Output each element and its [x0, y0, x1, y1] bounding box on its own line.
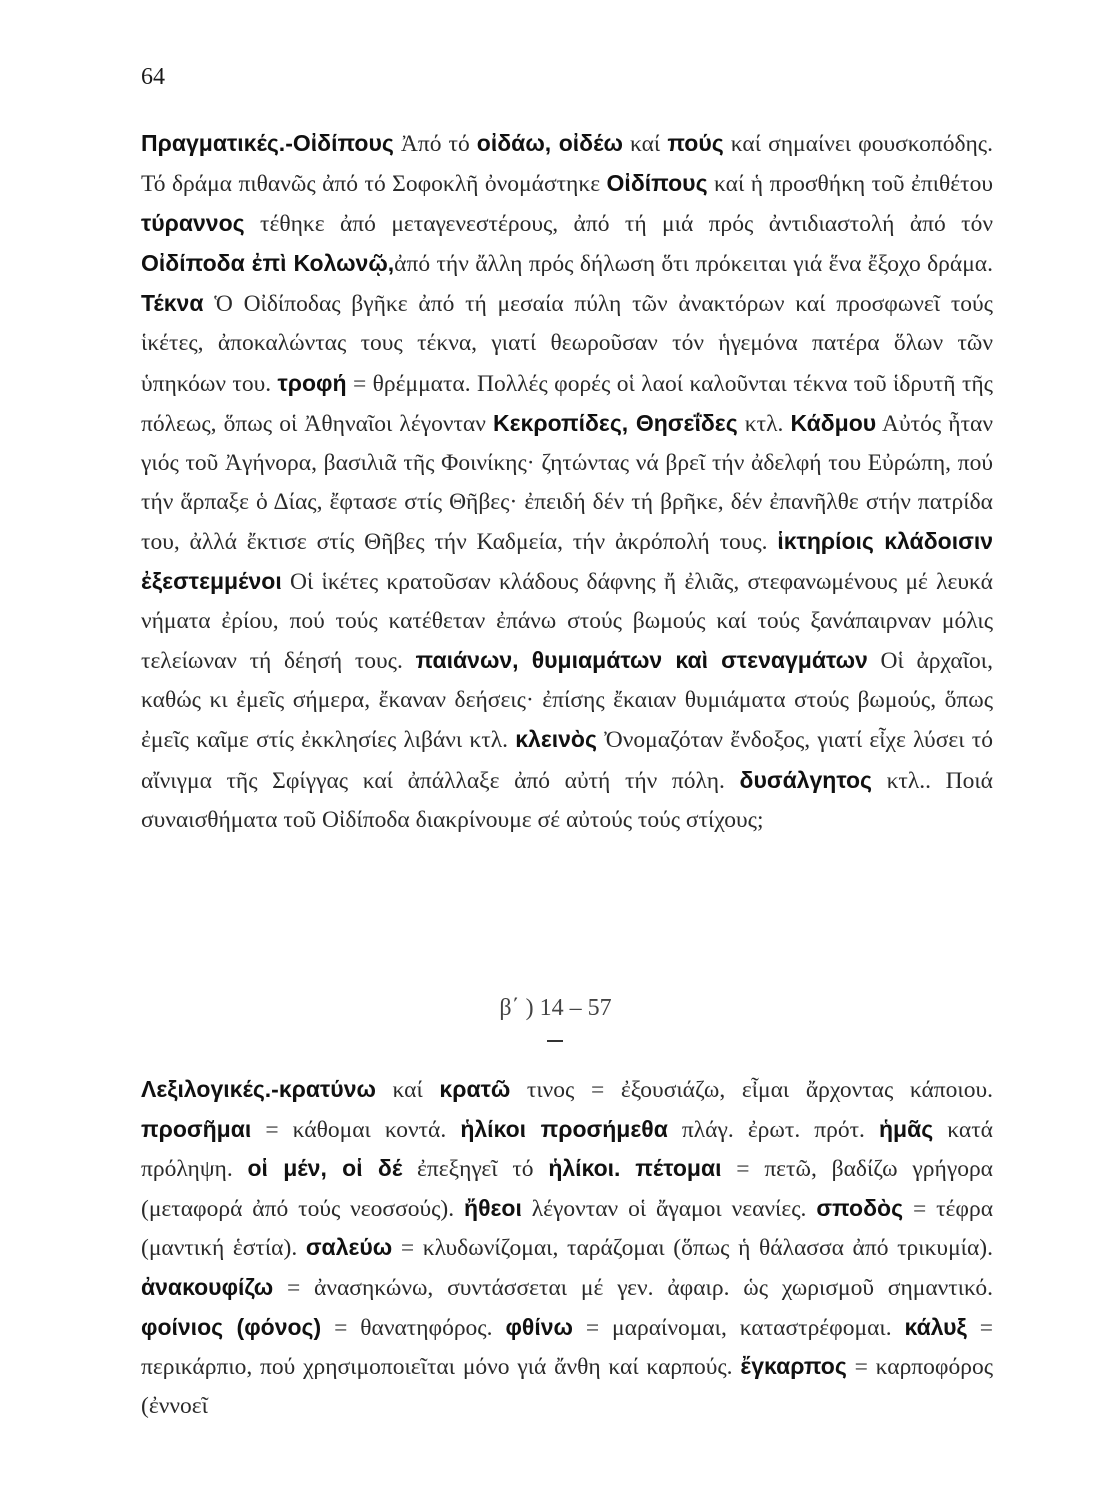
gloss-text: Ἀπό τό — [393, 131, 477, 157]
gloss-text: κτλ.. Ποιά συναισθήματα τοῦ Οἰδίποδα διακρίνουμε σέ αὐτούς τούς στίχους; — [141, 767, 993, 833]
lemma-term: Κάδμου — [790, 409, 877, 436]
gloss-text: = περικάρπιο, πού χρησιμοποιεῖται μόνο γιά ἄνθη καί καρπούς. — [141, 1314, 993, 1381]
gloss-text: = ἀνασηκώνω, συντάσσεται μέ γεν. ἀφαιρ. ὡς χωρισμοῦ σημαντικό. — [273, 1274, 993, 1301]
page-number: 64 — [141, 64, 165, 90]
lemma-term: κλεινὸς — [515, 726, 597, 753]
lemma-term: Τέκνα — [141, 290, 204, 317]
gloss-text: κτλ. — [737, 410, 791, 437]
gloss-text: τέθηκε ἀπό μεταγενεστέρους, ἀπό τή μιά πρός ἀντιδιαστολή ἀπό τόν — [244, 211, 993, 238]
lemma-term: Οἰδίποδα ἐπὶ Κολωνῷ, — [141, 250, 395, 277]
lemma-term: πέτομαι — [635, 1155, 722, 1182]
lemma-term: σποδὸς — [816, 1194, 904, 1221]
lemma-term: Οἰδίπους — [606, 170, 708, 197]
section-divider — [547, 1040, 563, 1042]
lemma-term: προσῆμαι — [141, 1115, 252, 1142]
gloss-text: = κλυδωνίζομαι, ταράζομαι (ὅπως ἡ θάλασσα ἀπό τρικυμία). — [392, 1235, 993, 1262]
gloss-text: = θρέμματα. Πολλές φορές οἱ λαοί καλοῦνται τέκνα τοῦ ἱδρυτῆ τῆς πόλεως, ὅπως οἱ Ἀθηναῖοι λέγονταν — [141, 370, 993, 437]
lemma-term: οἱ μέν, οἱ δέ — [247, 1155, 403, 1182]
lemma-term: δυσάλγητος — [739, 766, 872, 793]
gloss-text: καί — [375, 1077, 440, 1103]
lemma-term: Πραγματικές.-Οἰδίπους — [141, 130, 394, 156]
gloss-text: = πετῶ, βαδίζω γρήγορα (μεταφορά ἀπό τούς νεοσσούς). — [141, 1156, 993, 1222]
gloss-text: = καρποφόρος (ἐννοεῖ — [141, 1354, 994, 1419]
lemma-term: παιάνων, θυμιαμάτων καὶ στεναγμάτων — [415, 647, 868, 674]
lemma-term: ἡμᾶς — [878, 1115, 934, 1142]
lemma-term: φοίνιος (φόνος) — [141, 1313, 322, 1340]
lemma-term: τύραννος — [141, 210, 245, 237]
gloss-text: ἀπό τήν ἄλλη πρός δήλωση ὅτι πρόκειται γιά ἕνα ἔξοχο δράμα. — [394, 251, 993, 278]
lemma-term: κρατῶ — [439, 1076, 511, 1102]
gloss-text: κατά πρόληψη. — [141, 1116, 993, 1183]
gloss-text: Ὁ Οἰδίποδας βγῆκε ἀπό τή μεσαία πύλη τῶν ἀνακτόρων καί προσφωνεῖ τούς ἱκέτες, ἀποκαλώντας τους τέκνα, γιατί θεωροῦσαν τόν ἡγεμόνα πατέρα ὅλων τῶν ὑπηκόων του. — [141, 291, 993, 397]
lemma-term: ἱκτηρίοις κλάδοισιν ἐξεστεμμένοι — [141, 527, 994, 595]
lemma-term: ἡλίκοι. — [548, 1155, 621, 1182]
gloss-text: Ὀνομαζόταν ἔνδοξος, γιατί εἶχε λύσει τό αἴνιγμα τῆς Σφίγγας καί ἀπάλλαξε ἀπό αὐτή τήν πόλη. — [141, 727, 993, 794]
gloss-text: = τέφρα (μαντική ἑστία). — [141, 1195, 994, 1262]
lemma-term: φθίνω — [505, 1313, 573, 1340]
gloss-text — [620, 1156, 635, 1182]
gloss-text: = θανατηφόρος. — [321, 1314, 506, 1341]
vocabulary-paragraph — [141, 1070, 993, 1425]
gloss-text: = κάθομαι κοντά. — [251, 1116, 461, 1143]
lemma-term: ἡλίκοι προσήμεθα — [460, 1115, 668, 1142]
gloss-text: Οἱ ἀρχαῖοι, καθώς κι ἐμεῖς σήμερα, ἔκαναν δεήσεις· ἐπίσης ἔκαιαν θυμιάματα στούς βωμούς, ὅπως ἐμεῖς καῖμε στίς ἐκκλησίες λιβάνι κτλ. — [141, 648, 993, 754]
section-heading: β΄ ) 14 – 57 — [499, 995, 612, 1021]
gloss-text: Οἱ ἱκέτες κρατοῦσαν κλάδους δάφνης ἤ ἐλιᾶς, στεφανωμένους μέ λευκά νήματα ἐρίου, πού τούς κατέθεταν ἐπάνω στούς βωμούς καί τούς ξανάπαιρναν μόλις τελείωναν τή δέησή τους. — [141, 569, 993, 675]
lemma-term: Κεκροπίδες, Θησεΐδες — [492, 409, 738, 436]
lemma-term: οἰδάω, οἰδέω — [476, 130, 623, 156]
gloss-text: Αὐτός ἦταν γιός τοῦ Ἀγήνορα, βασιλιᾶ τῆς Φοινίκης· ζητώντας νά βρεῖ τήν ἀδελφή του Εὐρώπη, πού τήν ἅρπαξε ὁ Δίας, ἔφτασε στίς Θῆβες· ἐπειδή δέν τή βρῆκε, δέν ἐπανῆλθε στήν πατρίδα του, ἀλλά ἔκτισε στίς Θῆβες τήν Καδμεία, τήν ἀκρόπολή τους. — [141, 410, 993, 555]
lemma-term: ἀνακουφίζω — [141, 1273, 274, 1300]
gloss-text: καί ἡ προσθήκη τοῦ ἐπιθέτου — [707, 171, 993, 198]
lemma-term: κάλυξ — [904, 1313, 967, 1340]
lemma-term: πούς — [667, 130, 724, 156]
lemma-term: ἤθεοι — [464, 1194, 522, 1221]
gloss-text: καί σημαίνει φουσκοπόδης. Τό δράμα πιθανῶς ἀπό τό Σοφοκλῆ ὀνομάστηκε — [141, 131, 993, 198]
gloss-text: πλάγ. ἐρωτ. πρότ. — [667, 1116, 879, 1143]
commentary-paragraph — [141, 124, 993, 840]
lemma-term: ἔγκαρπος — [740, 1353, 847, 1380]
gloss-text: = μαραίνομαι, καταστρέφομαι. — [572, 1314, 905, 1341]
gloss-text: τινος = ἐξουσιάζω, εἶμαι ἄρχοντας κάποιου. — [510, 1077, 994, 1103]
lemma-term: σαλεύω — [305, 1234, 393, 1261]
lemma-term: Λεξιλογικές.-κρατύνω — [141, 1076, 376, 1102]
gloss-text: λέγονταν οἱ ἄγαμοι νεανίες. — [521, 1195, 817, 1222]
lemma-term: τροφή — [277, 369, 347, 396]
gloss-text: ἐπεξηγεῖ τό — [402, 1156, 549, 1183]
gloss-text: καί — [622, 131, 668, 157]
